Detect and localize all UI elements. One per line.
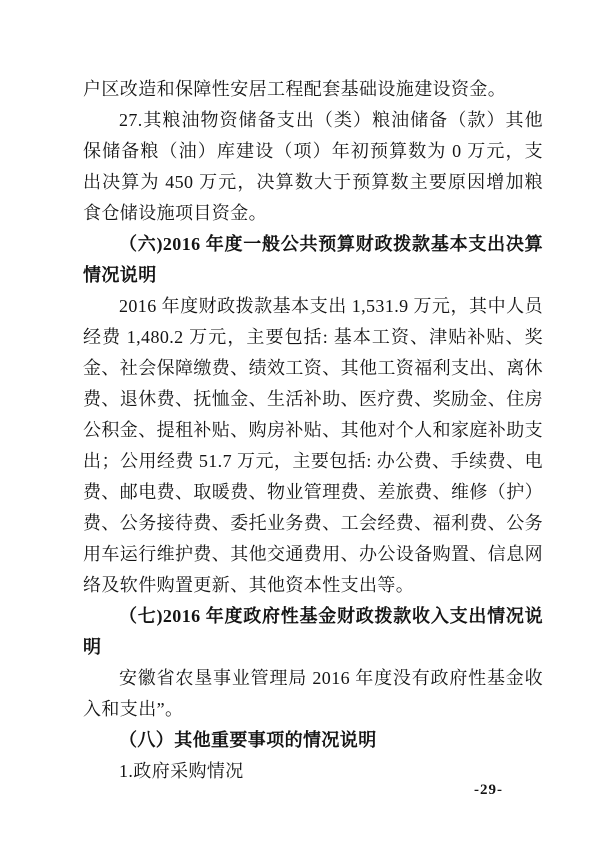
document-text-block	[83, 74, 543, 787]
page-number: -29-	[474, 782, 503, 798]
section-heading-seven-gov-fund: （七)2016 年度政府性基金财政拨款收入支出情况说明	[83, 606, 543, 657]
section-heading-eight-other-items: （八）其他重要事项的情况说明	[119, 730, 377, 750]
paragraph-government-procurement: 1.政府采购情况	[119, 761, 244, 781]
paragraph-continuation: 户区改造和保障性安居工程配套基础设施建设资金。	[83, 79, 507, 99]
section-heading-six-basic-expenditure: （六)2016 年度一般公共预算财政拨款基本支出决算情况说明	[83, 234, 543, 285]
paragraph-gov-fund-statement: 安徽省农垦事业管理局 2016 年度没有政府性基金收入和支出”。	[83, 668, 543, 719]
paragraph-item-27-grain-reserve: 27.其粮油物资储备支出（类）粮油储备（款）其他保储备粮（油）库建设（项）年初预算数为 0 万元，支出决算为 450 万元，决算数大于预算数主要原因增加粮食仓储设施项目资金。	[83, 110, 543, 223]
paragraph-basic-expenditure-detail: 2016 年度财政拨款基本支出 1,531.9 万元，其中人员经费 1,480.2 万元，主要包括: 基本工资、津贴补贴、奖金、社会保障缴费、绩效工资、其他工资福利支出、离休费、退休费、抚恤金、生活补助、医疗费、奖励金、住房公积金、提租补贴、购房补贴、其他对个人和家庭补助支出；公用经费 51.7 万元，主要包括: 办公费、手续费、电费、邮电费、取暖费、物业管理费、差旅费、维修（护）费、公务接待费、委托业务费、工会经费、福利费、公务用车运行维护费、其他交通费用、办公设备购置、信息网络及软件购置更新、其他资本性支出等。	[83, 296, 543, 595]
